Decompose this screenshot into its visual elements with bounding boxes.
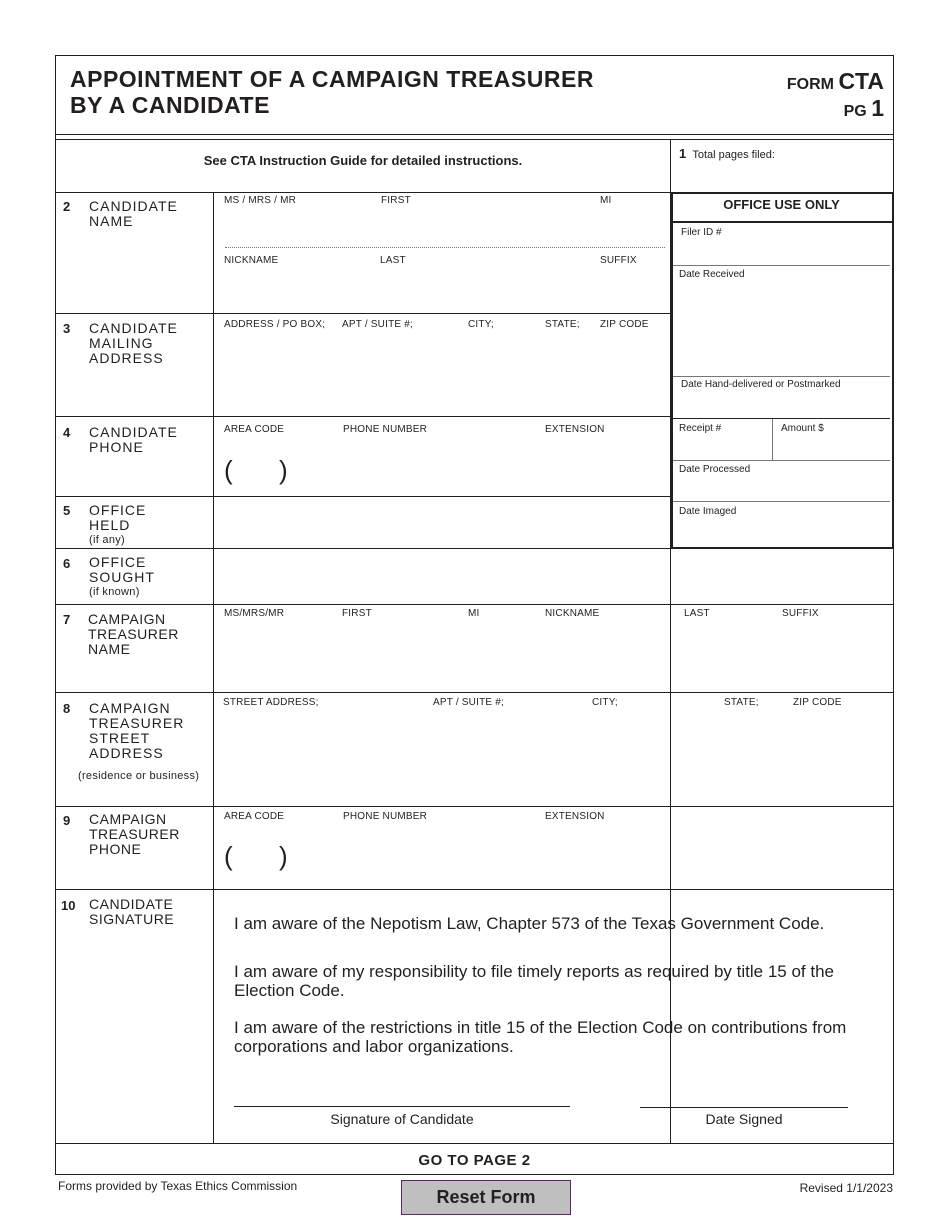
s2-first-label: FIRST	[381, 195, 411, 206]
section-2-number: 2	[63, 199, 71, 214]
frame-left	[55, 55, 56, 1175]
total-pages-label	[679, 146, 775, 161]
s3-line2: MAILING	[89, 335, 154, 351]
frame-top	[55, 55, 894, 56]
total-pages-input[interactable]	[671, 160, 893, 193]
instructions-text: See CTA Instruction Guide for detailed instructions.	[203, 153, 523, 168]
reset-form-button[interactable]: Reset Form	[401, 1180, 571, 1215]
s8-state-label: STATE;	[724, 697, 759, 708]
s2-line1: CANDIDATE	[89, 198, 178, 214]
pg-word: PG	[843, 103, 867, 120]
title-line-1: APPOINTMENT OF A CAMPAIGN TREASURER	[70, 66, 594, 92]
s4-ext-label: EXTENSION	[545, 424, 605, 435]
office-rule-1	[673, 265, 890, 266]
frame-bottom	[55, 1174, 894, 1175]
treasurer-extension-input[interactable]	[543, 838, 663, 872]
s9-line2: TREASURER	[89, 826, 180, 842]
section-6-label	[89, 555, 155, 600]
s2-prefix-label: MS / MRS / MR	[224, 195, 297, 206]
candidate-first-name-input[interactable]	[214, 208, 670, 250]
s7-suffix-label: SUFFIX	[782, 608, 819, 619]
office-rule-4	[673, 460, 890, 461]
s7-nickname-label: NICKNAME	[545, 608, 600, 619]
s8-line2: TREASURER	[89, 715, 185, 731]
treasurer-name-input[interactable]	[214, 622, 892, 690]
row-line-8	[55, 692, 894, 693]
s4-line2: PHONE	[89, 439, 144, 455]
s5-line2: HELD	[89, 517, 131, 533]
section-3-number: 3	[63, 321, 71, 336]
s2-suffix-label: SUFFIX	[600, 255, 637, 266]
section-7-number: 7	[63, 612, 71, 627]
reporting-statement: I am aware of my responsibility to file timely reports as required by title 15 of the Election Code.	[234, 962, 834, 1000]
row-line-footer	[55, 1143, 894, 1144]
s8-line4: ADDRESS	[89, 745, 164, 761]
s4-paren-close: )	[279, 455, 288, 485]
date-signed-input[interactable]	[640, 1060, 848, 1107]
section-2-label	[89, 199, 178, 229]
s2-last-label: LAST	[380, 255, 406, 266]
total-pages-num: 1	[679, 146, 687, 161]
s7-line3: NAME	[88, 641, 131, 657]
receipt-label: Receipt #	[679, 423, 722, 434]
s10-line2: SIGNATURE	[89, 911, 175, 927]
office-held-input[interactable]	[214, 497, 670, 547]
s6-line1: OFFICE	[89, 554, 147, 570]
provided-by: Forms provided by Texas Ethics Commission	[58, 1179, 298, 1193]
section-8-number: 8	[63, 701, 71, 716]
s3-state-label: STATE;	[545, 319, 580, 330]
date-received-label: Date Received	[679, 269, 745, 280]
header-rule-2	[55, 139, 894, 140]
section-5-label	[89, 503, 146, 548]
go-to-page-2: GO TO PAGE 2	[418, 1152, 531, 1169]
section-10-number: 10	[61, 898, 76, 913]
s2-mi-label: MI	[600, 195, 612, 206]
nepotism-statement: I am aware of the Nepotism Law, Chapter 573 of the Texas Government Code.	[234, 914, 825, 933]
page-number: 1	[871, 95, 884, 121]
s6-line2: SOUGHT	[89, 569, 155, 585]
s9-paren-open: (	[224, 841, 233, 871]
s5-line1: OFFICE	[89, 502, 147, 518]
s8-street-label: STREET ADDRESS;	[223, 697, 319, 708]
s9-line1: CAMPAIGN	[89, 811, 167, 827]
office-receipt-divider	[772, 419, 773, 460]
revised-date: Revised 1/1/2023	[799, 1181, 893, 1195]
treasurer-address-input[interactable]	[214, 712, 892, 804]
s9-line3: PHONE	[89, 841, 142, 857]
s7-line2: TREASURER	[88, 626, 179, 642]
row-line-2	[55, 192, 671, 193]
date-imaged-label: Date Imaged	[679, 506, 737, 517]
s8-city-label: CITY;	[592, 697, 618, 708]
s4-area-label: AREA CODE	[224, 424, 285, 435]
s9-phone-label: PHONE NUMBER	[343, 811, 428, 822]
candidate-extension-input[interactable]	[543, 452, 663, 486]
section-3-label	[89, 321, 178, 366]
s5-note: (if any)	[89, 534, 126, 546]
filer-id-label: Filer ID #	[681, 227, 722, 238]
s8-line1: CAMPAIGN	[89, 700, 171, 716]
section-9-number: 9	[63, 813, 71, 828]
signature-line	[234, 1106, 570, 1107]
signature-label: Signature of Candidate	[330, 1111, 474, 1127]
s2-dotted-rule	[225, 247, 665, 248]
s3-address-label: ADDRESS / PO BOX;	[224, 319, 326, 330]
office-rule-3	[673, 418, 890, 419]
treasurer-phone-input[interactable]	[340, 838, 530, 872]
form-title	[70, 66, 594, 118]
date-signed-label: Date Signed	[705, 1111, 783, 1127]
date-processed-label: Date Processed	[679, 464, 751, 475]
office-title-rule	[671, 221, 892, 223]
section-8-label	[89, 701, 184, 761]
s8-line3: STREET	[89, 730, 151, 746]
office-rule-2	[673, 376, 890, 377]
row-line-9	[55, 806, 894, 807]
date-hand-label: Date Hand-delivered or Postmarked	[681, 379, 841, 390]
signature-input[interactable]	[234, 1060, 570, 1106]
section-4-number: 4	[63, 425, 71, 440]
row-line-10	[55, 889, 894, 890]
candidate-phone-input[interactable]	[340, 452, 530, 486]
section-6-number: 6	[63, 556, 71, 571]
date-signed-line	[640, 1107, 848, 1108]
s9-paren-close: )	[279, 841, 288, 871]
section-5-number: 5	[63, 503, 71, 518]
header-rule-1	[55, 134, 894, 135]
s8-zip-label: ZIP CODE	[793, 697, 842, 708]
candidate-last-name-input[interactable]	[214, 268, 670, 312]
s7-last-label: LAST	[684, 608, 710, 619]
treasurer-area-code-input[interactable]	[235, 838, 277, 872]
s3-apt-label: APT / SUITE #;	[342, 319, 413, 330]
s3-line1: CANDIDATE	[89, 320, 178, 336]
s3-city-label: CITY;	[468, 319, 494, 330]
s4-line1: CANDIDATE	[89, 424, 178, 440]
section-9-label	[89, 812, 180, 857]
title-line-2: BY A CANDIDATE	[70, 92, 270, 118]
s7-mi-label: MI	[468, 608, 480, 619]
form-id	[787, 68, 884, 122]
s8-apt-label: APT / SUITE #;	[433, 697, 504, 708]
s6-note: (if known)	[89, 586, 140, 598]
row-line-7	[55, 604, 894, 605]
candidate-area-code-input[interactable]	[235, 452, 277, 486]
office-sought-input[interactable]	[214, 549, 892, 603]
s7-prefix-label: MS/MRS/MR	[224, 608, 285, 619]
s4-phone-label: PHONE NUMBER	[343, 424, 428, 435]
office-use-box	[671, 192, 894, 549]
s2-nickname-label: NICKNAME	[224, 255, 279, 266]
s4-paren-open: (	[224, 455, 233, 485]
s9-area-label: AREA CODE	[224, 811, 285, 822]
s9-ext-label: EXTENSION	[545, 811, 605, 822]
s3-line3: ADDRESS	[89, 350, 164, 366]
office-rule-5	[673, 501, 890, 502]
form-code: CTA	[838, 68, 884, 94]
row-line-4	[55, 416, 671, 417]
section-7-label	[88, 612, 179, 657]
amount-label: Amount $	[781, 423, 824, 434]
section-4-label	[89, 425, 178, 455]
row-line-3	[55, 313, 671, 314]
s7-first-label: FIRST	[342, 608, 372, 619]
total-pages-text: Total pages filed:	[692, 149, 775, 161]
office-use-title: OFFICE USE ONLY	[723, 197, 840, 212]
candidate-address-input[interactable]	[214, 334, 670, 414]
contributions-statement: I am aware of the restrictions in title 15 of the Election Code on contributions from corporations and labor organizations.	[234, 1018, 847, 1056]
s2-line2: NAME	[89, 213, 134, 229]
s3-zip-label: ZIP CODE	[600, 319, 649, 330]
s8-note: (residence or business)	[78, 770, 200, 782]
s10-line1: CANDIDATE	[89, 896, 174, 912]
s7-line1: CAMPAIGN	[88, 611, 166, 627]
form-word: FORM	[786, 76, 834, 93]
section-10-label	[89, 897, 174, 927]
